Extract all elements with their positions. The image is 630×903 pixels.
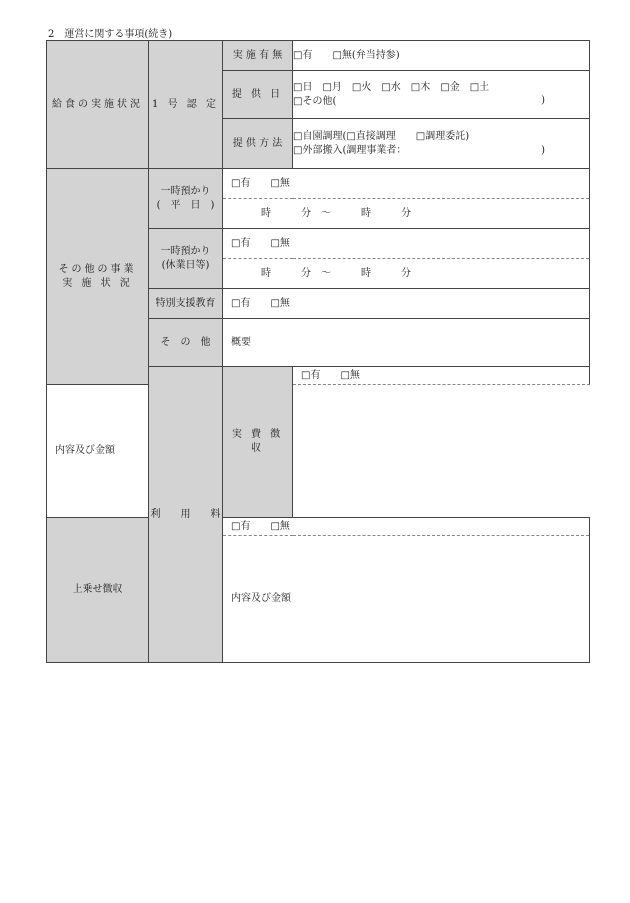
meal-days-label: 提 供 日 [223,71,293,119]
temp-care-weekday-label [149,169,223,229]
special-support-yesno[interactable]: □有 □無 [223,289,590,319]
meal-method-external-close: ) [541,145,545,156]
additional-fee-label: 上乗せ徴収 [47,518,149,663]
additional-fee-yesno[interactable]: □有 □無 [223,518,590,536]
temp-care-weekday-time[interactable]: 時 分 ～ 時 分 [223,199,590,229]
meal-method-label: 提 供 方 法 [223,119,293,169]
special-support-label: 特別支援教育 [149,289,223,319]
other-summary-field[interactable]: 概要 [223,319,590,367]
section-heading: 2 運営に関する事項(続き) [48,29,173,40]
temp-care-holiday-time[interactable]: 時 分 ～ 時 分 [223,259,590,289]
temp-care-holiday-label [149,229,223,289]
temp-care-holiday-label-line1: 一時預かり [160,245,211,257]
meal-days-weekdays[interactable]: □日 □月 □火 □水 □木 □金 □土 [293,81,490,93]
meal-method-external[interactable]: □外部搬入(調理事業者： [293,144,407,156]
other-business-label-line2: 実 施 状 況 [62,277,133,289]
operation-form-table [46,40,590,663]
meal-implementation-label: 実 施 有 無 [223,41,293,71]
meal-method-inhouse[interactable]: □自園調理(□直接調理 □調理委託) [293,130,470,142]
meal-section-label: 給食の実施状況 [47,41,149,169]
other-business-label-line1: その他の事業 [58,263,137,275]
meal-method-options[interactable] [293,119,590,169]
temp-care-holiday-yesno[interactable]: □有 □無 [223,229,590,259]
usage-fee-section-label: 利 用 料 [149,367,223,663]
meal-implementation-options[interactable]: □有 □無(弁当持参) [293,41,590,71]
meal-days-other-close: ) [541,95,545,106]
temp-care-holiday-label-line2: (休業日等) [161,259,210,271]
temp-care-weekday-yesno[interactable]: □有 □無 [223,169,590,199]
actual-cost-details[interactable]: 内容及び金額 [47,385,223,518]
meal-type1-label: 1 号 認 定 [149,41,223,169]
other-business-section-label [47,169,149,385]
meal-days-other[interactable]: □その他( [293,95,337,107]
temp-care-weekday-label-line1: 一時預かり [160,185,211,197]
meal-days-options[interactable] [293,71,590,119]
other-label: そ の 他 [149,319,223,367]
actual-cost-label: 実 費 徴 収 [223,367,293,518]
actual-cost-yesno[interactable]: □有 □無 [293,367,590,385]
temp-care-weekday-label-line2: ( 平 日 ) [156,199,215,211]
additional-fee-details[interactable]: 内容及び金額 [223,536,590,663]
